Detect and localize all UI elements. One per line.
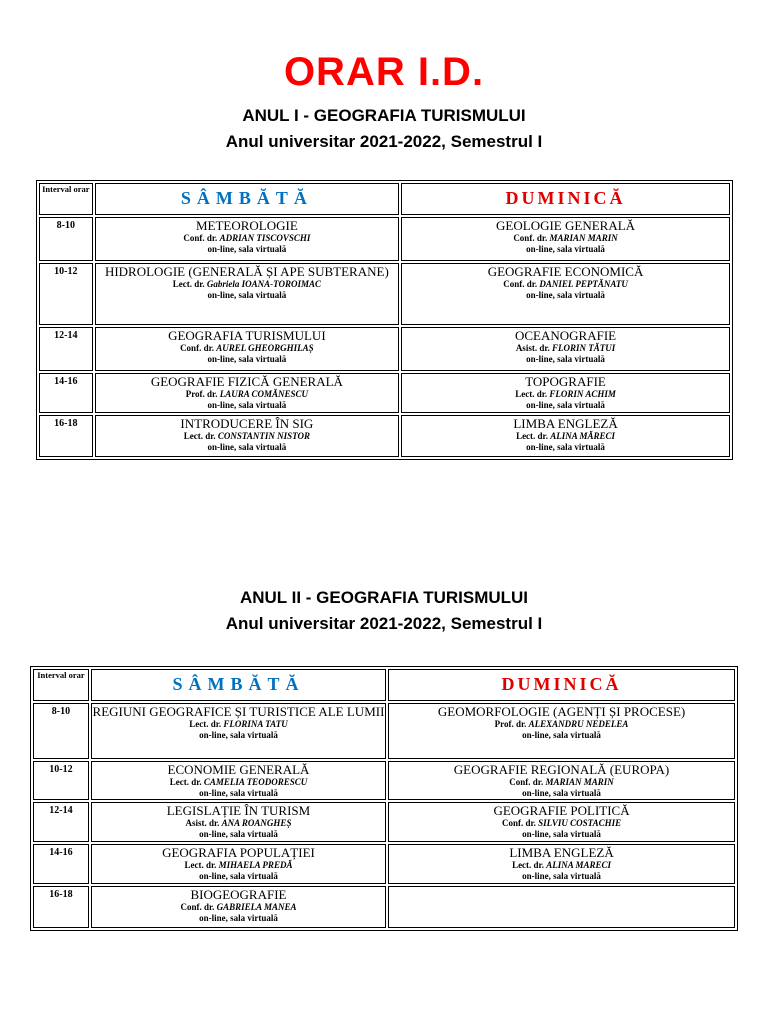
table-row [33, 802, 735, 842]
instructor-title: Conf. dr. [509, 777, 544, 787]
instructor-title: Conf. dr. [180, 902, 215, 912]
instructor [402, 233, 729, 244]
instructor-title: Lect. dr. [515, 389, 548, 399]
time-interval [33, 802, 89, 842]
time-interval [39, 263, 93, 325]
instructor-title: Prof. dr. [494, 719, 527, 729]
course-name: ECONOMIE GENERALĂ [167, 762, 310, 777]
location: on-line, sala virtuală [199, 913, 278, 923]
time-interval-label: 8-10 [51, 706, 71, 717]
year2-schedule-table [30, 666, 738, 931]
instructor-name: DANIEL PEPTĂNATU [539, 279, 628, 289]
time-interval [33, 886, 89, 928]
instructor-title: Lect. dr. [169, 777, 202, 787]
saturday-cell [95, 263, 399, 325]
interval-header: Interval orar [33, 669, 89, 701]
instructor-name: CONSTANTIN NISTOR [217, 431, 311, 441]
location: on-line, sala virtuală [207, 400, 287, 410]
sunday-cell [401, 373, 730, 413]
interval-header: Interval orar [39, 183, 93, 215]
instructor [92, 719, 385, 730]
course-name: GEOGRAFIE REGIONALĂ (EUROPA) [453, 762, 670, 777]
location: on-line, sala virtuală [526, 400, 605, 410]
course-name: GEOGRAFIE POLITICĂ [493, 803, 630, 818]
instructor-name: ALINA MARECI [546, 860, 612, 870]
location: on-line, sala virtuală [526, 290, 605, 300]
instructor-name: ALINA MĂRECI [550, 431, 616, 441]
time-interval [39, 217, 93, 261]
time-interval [39, 373, 93, 413]
instructor [402, 431, 729, 442]
instructor [389, 719, 734, 730]
course-name: BIOGEOGRAFIE [190, 887, 287, 902]
instructor-title: Lect. dr. [516, 431, 548, 441]
location: on-line, sala virtuală [207, 244, 287, 254]
saturday-cell [91, 844, 386, 884]
course-name: LEGISLAȚIE ÎN TURISM [166, 803, 311, 818]
instructor-title: Lect. dr. [172, 279, 205, 289]
instructor-title: Conf. dr. [183, 233, 218, 243]
location: on-line, sala virtuală [522, 788, 601, 798]
sunday-cell [388, 703, 735, 759]
course-name: GEOMORFOLOGIE (AGENȚI ȘI PROCESE) [437, 704, 686, 719]
table-row [39, 373, 730, 413]
instructor [96, 431, 398, 442]
location: on-line, sala virtuală [522, 829, 601, 839]
time-interval-label: 8-10 [56, 220, 75, 231]
location: on-line, sala virtuală [207, 354, 287, 364]
location: on-line, sala virtuală [526, 354, 605, 364]
instructor [389, 777, 734, 788]
instructor-title: Asist. dr. [185, 818, 220, 828]
instructor-name: ALEXANDRU NEDELEA [528, 719, 629, 729]
sunday-cell [401, 217, 730, 261]
table-row [33, 844, 735, 884]
table-row [33, 886, 735, 928]
saturday-cell [95, 415, 399, 457]
sunday-cell [388, 761, 735, 800]
saturday-cell [95, 217, 399, 261]
saturday-cell [91, 761, 386, 800]
course-name: GEOGRAFIA TURISMULUI [168, 328, 326, 343]
instructor-name: LAURA COMĂNESCU [219, 389, 309, 399]
course-name: INTRODUCERE ÎN SIG [180, 416, 314, 431]
instructor-name: Gabriela IOANA-TOROIMAC [206, 279, 322, 289]
course-name: GEOLOGIE GENERALĂ [496, 218, 636, 233]
day-header-sunday: DUMINICĂ [401, 183, 730, 215]
day-header-saturday: SÂMBĂTĂ [95, 183, 399, 215]
course-name: TOPOGRAFIE [525, 374, 606, 389]
instructor-title: Conf. dr. [501, 818, 536, 828]
instructor [402, 343, 729, 354]
instructor-title: Conf. dr. [180, 343, 214, 353]
instructor [96, 233, 398, 244]
table-row [33, 761, 735, 800]
sunday-cell [388, 886, 735, 928]
sunday-cell [388, 844, 735, 884]
location: on-line, sala virtuală [199, 788, 278, 798]
year2-subheading: Anul universitar 2021-2022, Semestrul I [225, 614, 543, 633]
location: on-line, sala virtuală [522, 871, 601, 881]
instructor [389, 818, 734, 829]
sunday-cell [401, 263, 730, 325]
time-interval-label: 14-16 [54, 376, 78, 387]
time-interval-label: 16-18 [54, 418, 78, 429]
instructor-name: MIHAELA PREDĂ [218, 860, 293, 870]
location: on-line, sala virtuală [207, 442, 287, 452]
table-row [33, 703, 735, 759]
saturday-cell [95, 373, 399, 413]
instructor-title: Asist. dr. [515, 343, 550, 353]
instructor-title: Prof. dr. [185, 389, 218, 399]
instructor-name: CAMELIA TEODORESCU [203, 777, 308, 787]
time-interval-label: 10-12 [49, 764, 73, 775]
instructor [96, 389, 398, 400]
instructor [96, 279, 398, 290]
location: on-line, sala virtuală [207, 290, 287, 300]
saturday-cell [95, 327, 399, 371]
table-row [39, 415, 730, 457]
location: on-line, sala virtuală [199, 829, 278, 839]
time-interval-label: 14-16 [49, 847, 73, 858]
time-interval-label: 16-18 [49, 889, 73, 900]
time-interval-label: 10-12 [54, 266, 78, 277]
course-name: LIMBA ENGLEZĂ [513, 416, 618, 431]
time-interval [33, 703, 89, 759]
sunday-cell [401, 415, 730, 457]
time-interval-label: 12-14 [49, 805, 73, 816]
instructor-name: ADRIAN TISCOVSCHI [219, 233, 311, 243]
time-interval [39, 327, 93, 371]
course-name: REGIUNI GEOGRAFICE ȘI TURISTICE ALE LUMII [92, 704, 385, 719]
time-interval [33, 844, 89, 884]
year1-schedule-table [36, 180, 733, 460]
instructor [402, 279, 729, 290]
location: on-line, sala virtuală [522, 730, 601, 740]
location: on-line, sala virtuală [526, 442, 605, 452]
location: on-line, sala virtuală [199, 871, 278, 881]
instructor-title: Lect. dr. [184, 860, 217, 870]
course-name: LIMBA ENGLEZĂ [509, 845, 614, 860]
sunday-cell [388, 802, 735, 842]
instructor-title: Conf. dr. [503, 279, 538, 289]
location: on-line, sala virtuală [526, 244, 605, 254]
instructor [92, 777, 385, 788]
instructor [92, 818, 385, 829]
sunday-cell [401, 327, 730, 371]
time-interval [33, 761, 89, 800]
day-header-saturday: SÂMBĂTĂ [91, 669, 386, 701]
instructor-name: FLORIN TĂTUI [552, 343, 616, 353]
saturday-cell [91, 703, 386, 759]
instructor-name: ANA ROANGHEȘ [221, 818, 292, 828]
instructor-name: MARIAN MARIN [549, 233, 618, 243]
year1-heading: ANUL I - GEOGRAFIA TURISMULUI [242, 106, 526, 125]
instructor-name: AUREL GHEORGHILAȘ [216, 343, 314, 353]
instructor [389, 860, 734, 871]
day-header-sunday: DUMINICĂ [388, 669, 735, 701]
instructor-title: Lect. dr. [512, 860, 544, 870]
table-row [39, 327, 730, 371]
course-name: OCEANOGRAFIE [514, 328, 617, 343]
instructor-name: GABRIELA MANEA [216, 902, 297, 912]
page-title: ORAR I.D. [283, 50, 485, 94]
instructor [92, 860, 385, 871]
time-interval [39, 415, 93, 457]
table-row [39, 263, 730, 325]
year1-subheading: Anul universitar 2021-2022, Semestrul I [225, 132, 543, 151]
instructor-name: FLORINA TATU [223, 719, 288, 729]
instructor [96, 343, 398, 354]
instructor [402, 389, 729, 400]
course-name: METEOROLOGIE [195, 218, 298, 233]
year2-heading: ANUL II - GEOGRAFIA TURISMULUI [239, 588, 529, 607]
location: on-line, sala virtuală [199, 730, 278, 740]
instructor-name: SILVIU COSTACHIE [538, 818, 622, 828]
instructor-name: MARIAN MARIN [545, 777, 614, 787]
instructor-title: Lect. dr. [183, 431, 216, 441]
saturday-cell [91, 886, 386, 928]
instructor [92, 902, 385, 913]
course-name: GEOGRAFIA POPULAȚIEI [162, 845, 315, 860]
table-row [39, 217, 730, 261]
course-name: GEOGRAFIE FIZICĂ GENERALĂ [150, 374, 343, 389]
instructor-title: Lect. dr. [189, 719, 222, 729]
time-interval-label: 12-14 [54, 330, 78, 341]
instructor-title: Conf. dr. [513, 233, 548, 243]
course-name: HIDROLOGIE (GENERALĂ ȘI APE SUBTERANE) [104, 264, 389, 279]
instructor-name: FLORIN ACHIM [549, 389, 616, 399]
saturday-cell [91, 802, 386, 842]
course-name: GEOGRAFIE ECONOMICĂ [487, 264, 644, 279]
